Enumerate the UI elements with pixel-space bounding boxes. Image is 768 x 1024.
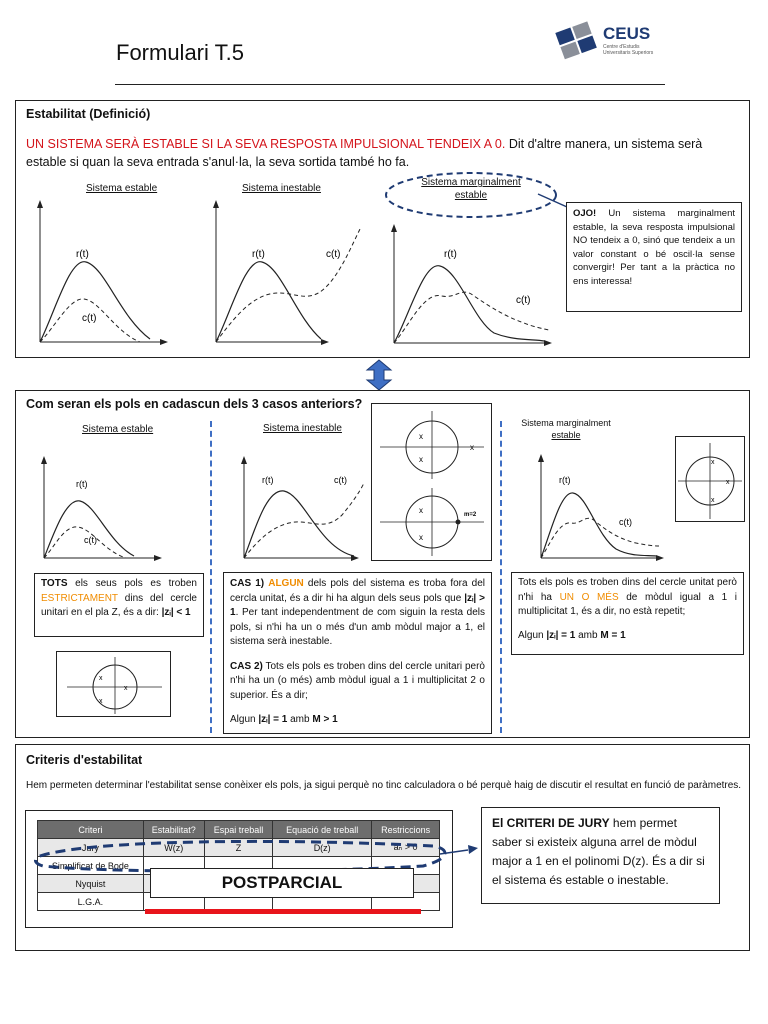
rt-label: r(t) <box>444 249 457 260</box>
section-2-title: Com seran els pols en cadascun dels 3 casos anteriors? <box>26 397 363 411</box>
header-cell: Espai treball <box>204 821 272 839</box>
ceus-logo <box>553 20 663 60</box>
box3-multiplicity: M = 1 <box>600 629 626 641</box>
header-cell: Estabilitat? <box>143 821 204 839</box>
jury-text: hem permet saber si existeix alguna arrel de mòdul major a 1 en el polinomi D(z). És a dir si el sistema és estable o inestable. <box>492 816 705 887</box>
plot-marginal <box>384 221 554 347</box>
header-cell: Criteri <box>38 821 144 839</box>
svg-text:x: x <box>99 698 103 705</box>
plot-stable-label: Sistema estable <box>86 183 158 194</box>
jury-note <box>481 807 720 904</box>
rt-label: r(t) <box>252 249 265 260</box>
rt-label: r(t) <box>262 475 274 485</box>
plot-marginal-label-1: Sistema marginalment <box>421 177 521 188</box>
poles-plot-unstable-label: Sistema inestable <box>263 423 342 434</box>
table-cell: Jury <box>38 839 144 857</box>
ct-label: c(t) <box>84 535 97 545</box>
ct-label: c(t) <box>334 475 347 485</box>
jury-bold: El CRITERI DE JURY <box>492 816 610 830</box>
double-arrow-icon <box>365 359 393 391</box>
poles-plot-marginal-label-2: estable <box>551 430 581 440</box>
postparcial-label: POSTPARCIAL <box>221 873 343 892</box>
cas2-bold: CAS 2) <box>230 660 263 672</box>
ceus-logo-mark-icon <box>553 20 601 60</box>
box3-text-b: de mòdul igual a 1 i multiplicitat 1, és a dir, no està repetit; <box>518 591 737 617</box>
z-plane-repeated-pole <box>376 486 488 558</box>
cas1-math: |zᵢ| > 1 <box>230 592 485 618</box>
cas2-math: |zᵢ| = 1 <box>258 714 288 725</box>
definition-highlight: UN SISTEMA SERÀ ESTABLE SI LA SEVA RESPOSTA IMPULSIONAL TENDEIX A 0. <box>26 137 506 151</box>
ct-label: c(t) <box>82 313 97 324</box>
box3-orange: UN O MÉS <box>559 591 619 603</box>
ct-label: c(t) <box>326 249 341 260</box>
definition-rest: Dit d'altre manera, un sistema serà estable si quan la seva entrada s'anul·la, la seva sortida també ho fa. <box>26 137 703 169</box>
box1-text-a: els seus pols es troben <box>67 578 197 589</box>
svg-text:x: x <box>99 675 103 682</box>
poles-plot-marginal <box>531 451 666 563</box>
svg-text:x: x <box>470 443 474 452</box>
poles-plot-marginal-label-1: Sistema marginalment <box>521 418 611 428</box>
table-cell: Z <box>204 839 272 857</box>
title-underline <box>115 84 665 85</box>
box3-condition-post: amb <box>575 629 601 641</box>
box1-text-b: dins del cercle unitari en el pla Z, és a dir: <box>41 592 197 618</box>
section-stability-definition <box>15 100 750 358</box>
stable-pole-diagram <box>56 651 171 717</box>
table-cell: D(z) <box>273 839 372 857</box>
svg-text:x: x <box>419 455 423 464</box>
cas1-bold: CAS 1) <box>230 578 265 589</box>
lga-red-strike <box>145 909 421 914</box>
section-poles <box>15 390 750 738</box>
poles-plot-unstable <box>234 453 384 563</box>
box3-text-a: Tots els pols es troben dins del cercle unitat però n'hi ha <box>518 577 737 603</box>
svg-text:x: x <box>419 506 423 515</box>
divider-dashed-left <box>210 421 212 733</box>
svg-text:x: x <box>124 685 128 692</box>
page-title: Formulari T.5 <box>116 40 244 65</box>
plot-unstable <box>206 197 366 347</box>
cas1-text-b: . Per tant independentment de com siguin la resta dels pols, si n'hi ha un o més d'un amb mòdul major a 1, el sistema serà inestable. <box>230 607 485 647</box>
divider-dashed-right <box>500 421 502 733</box>
plot-unstable-label: Sistema inestable <box>242 183 321 194</box>
z-plane-inside-poles <box>57 652 170 716</box>
cas2-multiplicity: M > 1 <box>312 714 338 725</box>
rt-label: r(t) <box>559 475 571 485</box>
svg-text:x: x <box>711 497 715 504</box>
cas1-text-a: dels pols del sistema es troba fora del cercla unitat, és a dir hi ha algun dels seus pols que <box>230 578 485 604</box>
svg-text:x: x <box>726 479 730 486</box>
cas2-text <box>230 660 485 704</box>
criteria-intro: Hem permeten determinar l'estabilitat sense conèixer els pols, ja sigui perquè no tinc calculadora o bé perquè haig de discutir el resultat en funció de paràmetres. <box>26 780 742 791</box>
cas1-text <box>230 577 485 650</box>
table-cell: W(z) <box>143 839 204 857</box>
rt-label: r(t) <box>76 249 89 260</box>
cas2-condition <box>230 713 485 728</box>
cas1-algun: ALGUN <box>268 578 304 589</box>
cas2-text-a: Tots els pols es troben dins del cercle unitari però n'hi ha un (o més) amb mòdul igual a 1 i multiplicitat 2 o superior. És a dir; <box>230 660 485 701</box>
marginal-poles-note <box>511 572 744 655</box>
section-3-title: Criteris d'estabilitat <box>26 753 143 767</box>
definition-text <box>26 135 744 171</box>
postparcial-box <box>150 868 414 898</box>
cas2-condition-post: amb <box>287 714 313 725</box>
header-cell: Equació de treball <box>273 821 372 839</box>
svg-text:x: x <box>419 533 423 542</box>
svg-text:x: x <box>711 459 715 466</box>
table-cell: aₙ > 0 <box>372 839 440 857</box>
box1-math: |zᵢ| < 1 <box>161 607 191 618</box>
table-cell: Nyquist <box>38 875 144 893</box>
marginal-pole-diagram <box>675 436 745 522</box>
box3-text <box>518 576 737 620</box>
box1-bold: TOTS <box>41 578 68 589</box>
multiplicity-label: m=2 <box>464 512 477 518</box>
unstable-poles-note <box>223 572 492 734</box>
ojo-note <box>566 202 742 312</box>
ct-label: c(t) <box>516 295 531 306</box>
unstable-pole-diagrams <box>371 403 492 561</box>
section-1-title: Estabilitat (Definició) <box>26 107 151 121</box>
poles-plot-stable-label: Sistema estable <box>82 424 154 435</box>
ojo-text: Un sistema marginalment estable, la seva resposta impulsional NO tendeix a 0, sinó que tendeix a un valor constant o bé oscil·la sense convergir! Per tant a la pràctica no ens interessa! <box>573 208 735 287</box>
svg-text:x: x <box>419 432 423 441</box>
poles-plot-stable <box>34 453 164 563</box>
table-cell: L.G.A. <box>38 893 144 911</box>
ceus-logo-subtitle-1: Centre d'Estudis <box>603 44 640 50</box>
rt-label: r(t) <box>76 479 88 489</box>
box3-condition-pre: Algun <box>518 629 547 641</box>
box3-condition <box>518 629 737 644</box>
table-cell: Simplificat de Bode <box>38 857 144 875</box>
ct-label: c(t) <box>619 517 632 527</box>
z-plane-outside-pole <box>376 409 488 481</box>
header-cell: Restriccions <box>372 821 440 839</box>
ceus-logo-text: CEUS <box>603 24 651 43</box>
plot-marginal-label-2: estable <box>454 190 488 201</box>
ojo-bold: OJO! <box>573 208 597 219</box>
box1-strict: ESTRICTAMENT <box>41 592 118 604</box>
stable-poles-note <box>34 573 204 637</box>
ceus-logo-subtitle-2: Universitaris Superiors <box>603 50 654 56</box>
z-plane-unit-pole <box>676 437 744 521</box>
box3-math: |zᵢ| = 1 <box>546 629 576 641</box>
cas2-condition-pre: Algun <box>230 714 259 725</box>
plot-stable <box>30 197 170 347</box>
